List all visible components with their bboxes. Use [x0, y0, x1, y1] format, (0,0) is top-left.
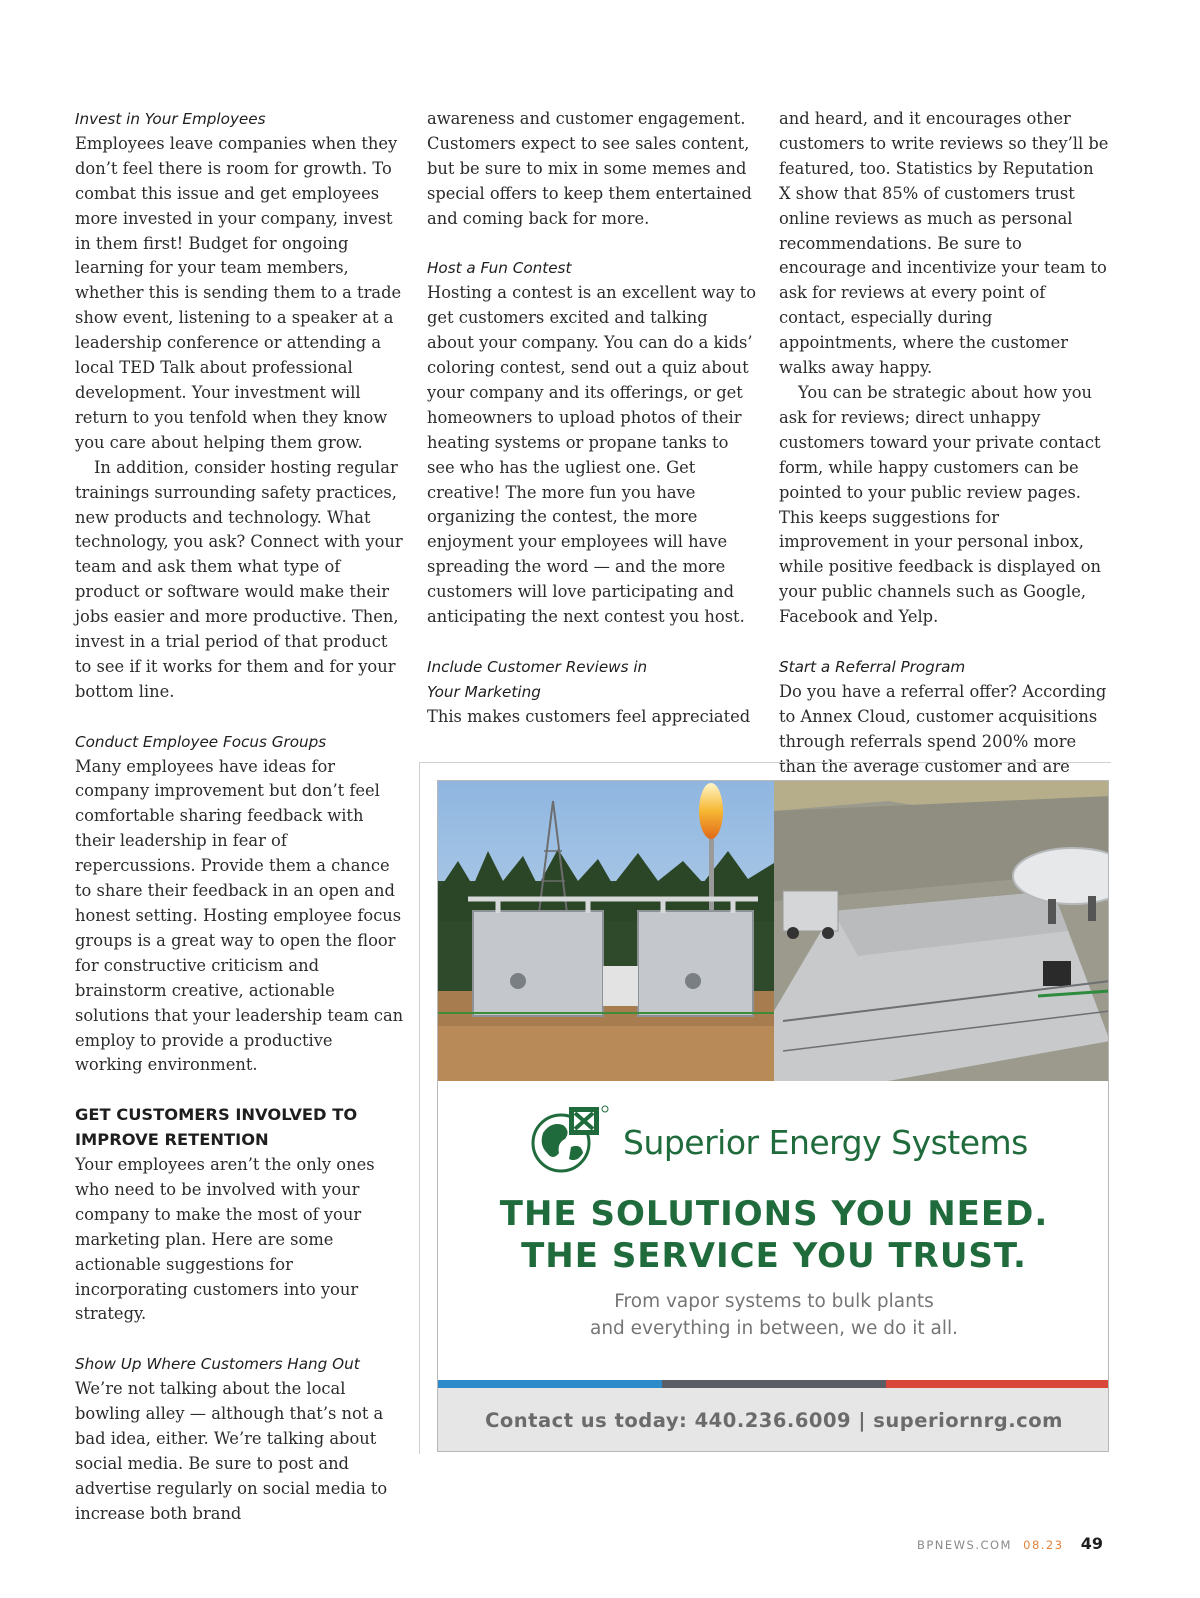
paragraph-invest: Employees leave companies when they don’t feel there is room for growth. To combat this issue and get employees more invested in your company, invest in them first! Budget for ongoing learning for your team members, whether this is sending them to a trade show event, listening to a speaker at a leadership conference or attending a local TED Talk about professional development. Your investment will return to you tenfold when they know you care about helping them grow.: [75, 133, 402, 452]
subhead-contest: Host a Fun Contest: [427, 259, 572, 278]
paragraph-reviews: This makes customers feel appreciated: [427, 706, 751, 726]
subhead-show-up: Show Up Where Customers Hang Out: [75, 1355, 360, 1374]
ad-subtext-line-1: From vapor systems to bulk plants: [614, 1291, 934, 1312]
bulk-plant-photo: [774, 781, 1109, 1081]
brand-name: Superior Energy Systems: [623, 1123, 1028, 1162]
subhead-invest: Invest in Your Employees: [75, 110, 266, 128]
superior-energy-ad[interactable]: [437, 780, 1109, 1452]
subhead-referral: Start a Referral Program: [779, 657, 966, 676]
subhead-reviews-line-2: Your Marketing: [427, 682, 541, 701]
subhead-reviews: [427, 655, 757, 705]
paragraph-referral: Do you have a referral offer? According to Annex Cloud, customer acquisitions through referrals spend 200% more than the average customer and are: [779, 681, 1107, 776]
tagline-solutions: THE SOLUTIONS YOU NEED.: [499, 1194, 1049, 1234]
stripe-gray: [662, 1380, 886, 1388]
footer-issue: 08.23: [1023, 1538, 1064, 1552]
paragraph-show-up: We’re not talking about the local bowling alley — although that’s not a bad idea, either. We’re talking about social media. Be sure to post and advertise regularly on social media to increase both brand: [75, 1379, 388, 1523]
footer-site[interactable]: BPNEWS.COM: [916, 1538, 1012, 1552]
ad-subtext: [438, 1288, 1109, 1342]
vapor-system-photo: [438, 781, 774, 1081]
paragraph-continued: and heard, and it encourages other customers to write reviews so they’ll be featured, too. Statistics by Reputation X show that 85% of customers trust online reviews as much as personal recommendations. Be sure to encourage and incentivize your team to ask for reviews at every point of contact, especially during appointments, where the customer walks away happy.: [779, 109, 1109, 378]
article-column-2: [427, 107, 757, 730]
section-heading: GET CUSTOMERS INVOLVED TO IMPROVE RETENTION: [75, 1105, 358, 1150]
tagline-service: THE SERVICE YOU TRUST.: [521, 1236, 1027, 1276]
ad-subtext-line-2: and everything in between, we do it all.: [589, 1318, 959, 1339]
contact-bar[interactable]: Contact us today: 440.236.6009 | superiornrg.com: [438, 1388, 1109, 1452]
paragraph-section-intro: Your employees aren’t the only ones who need to be involved with your company to make the most of your marketing plan. Here are some actionable suggestions for incorporating customers into your strategy.: [75, 1155, 375, 1324]
ad-photos: [438, 781, 1109, 1081]
stripe-blue: [438, 1380, 662, 1388]
paragraph-contest: Hosting a contest is an excellent way to get customers excited and talking about your company. You can do a kids’ coloring contest, send out a quiz about your company and its offerings, or get homeowners to upload photos of their heating systems or propane tanks to see who has the ugliest one. Get creative! The more fun you have organizing the contest, the more enjoyment your employees will have spreading the word — and the more customers will love participating and anticipating the next contest you host.: [427, 283, 757, 627]
article-column-1: [75, 107, 405, 1527]
globe-logo-icon: [523, 1103, 613, 1173]
subhead-reviews-line-1: Include Customer Reviews in: [427, 657, 648, 676]
page-number: 49: [1080, 1534, 1103, 1553]
paragraph-focus-groups: Many employees have ideas for company improvement but don’t feel comfortable sharing feedback with their leadership in fear of repercussions. Provide them a chance to share their feedback in an open and honest setting. Hosting employee focus groups is a great way to open the floor for constructive criticism and brainstorm creative, actionable solutions that your leadership team can employ to provide a productive working environment.: [75, 756, 404, 1075]
subhead-focus-groups: Conduct Employee Focus Groups: [75, 732, 327, 751]
paragraph-continued: awareness and customer engagement. Customers expect to see sales content, but be sure to mix in some memes and special offers to keep them entertained and coming back for more.: [427, 109, 752, 228]
paragraph-strategic: You can be strategic about how you ask for reviews; direct unhappy customers toward your private contact form, while happy customers can be pointed to your public review pages. This keeps suggestions for improvement in your personal inbox, while positive feedback is displayed on your public channels such as Google, Facebook and Yelp.: [779, 382, 1101, 627]
page-folio: [917, 1534, 1103, 1553]
article-column-3: [779, 107, 1109, 804]
stripe-red: [886, 1380, 1109, 1388]
paragraph-addition: In addition, consider hosting regular trainings surrounding safety practices, new products and technology. What technology, you ask? Connect with your team and ask them what type of product or software would make their jobs easier and more productive. Then, invest in a trial period of that product to see if it works for them and for your bottom line.: [75, 457, 403, 701]
brand-block: [438, 1103, 1109, 1173]
